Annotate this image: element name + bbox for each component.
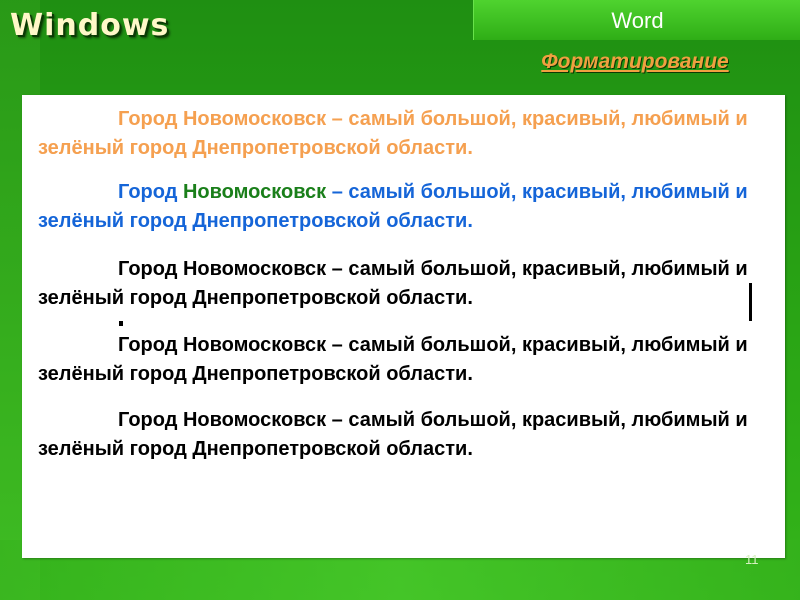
paragraph-black-2[interactable]: Город Новомосковск – самый большой, красивый, любимый и зелёный город Днепропетровской области. [38, 334, 748, 385]
paragraph-blue-prefix: Город [118, 181, 183, 203]
paragraph-blue[interactable] [38, 178, 773, 236]
document-area[interactable] [22, 95, 785, 558]
paragraph-black-1[interactable]: Город Новомосковск – самый большой, красивый, любимый и зелёный город Днепропетровской области. [38, 258, 748, 309]
app-title: Windows [10, 8, 170, 43]
text-cursor [749, 283, 752, 321]
paragraph-orange[interactable]: Город Новомосковск – самый большой, красивый, любимый и зелёный город Днепропетровской области. [38, 108, 748, 159]
paragraph-blue-suffix: – самый большой, красивый, любимый и зелёный город Днепропетровской области. [38, 181, 748, 232]
paragraph-black-3[interactable]: Город Новомосковск – самый большой, красивый, любимый и зелёный город Днепропетровской области. [38, 409, 748, 460]
paragraph-blue-highlight: Новомосковск [182, 181, 327, 203]
word-tab[interactable]: Word [473, 0, 800, 40]
section-title: Форматирование [541, 50, 729, 73]
paragraph-mark [119, 321, 123, 326]
page-number: 11 [745, 552, 759, 567]
